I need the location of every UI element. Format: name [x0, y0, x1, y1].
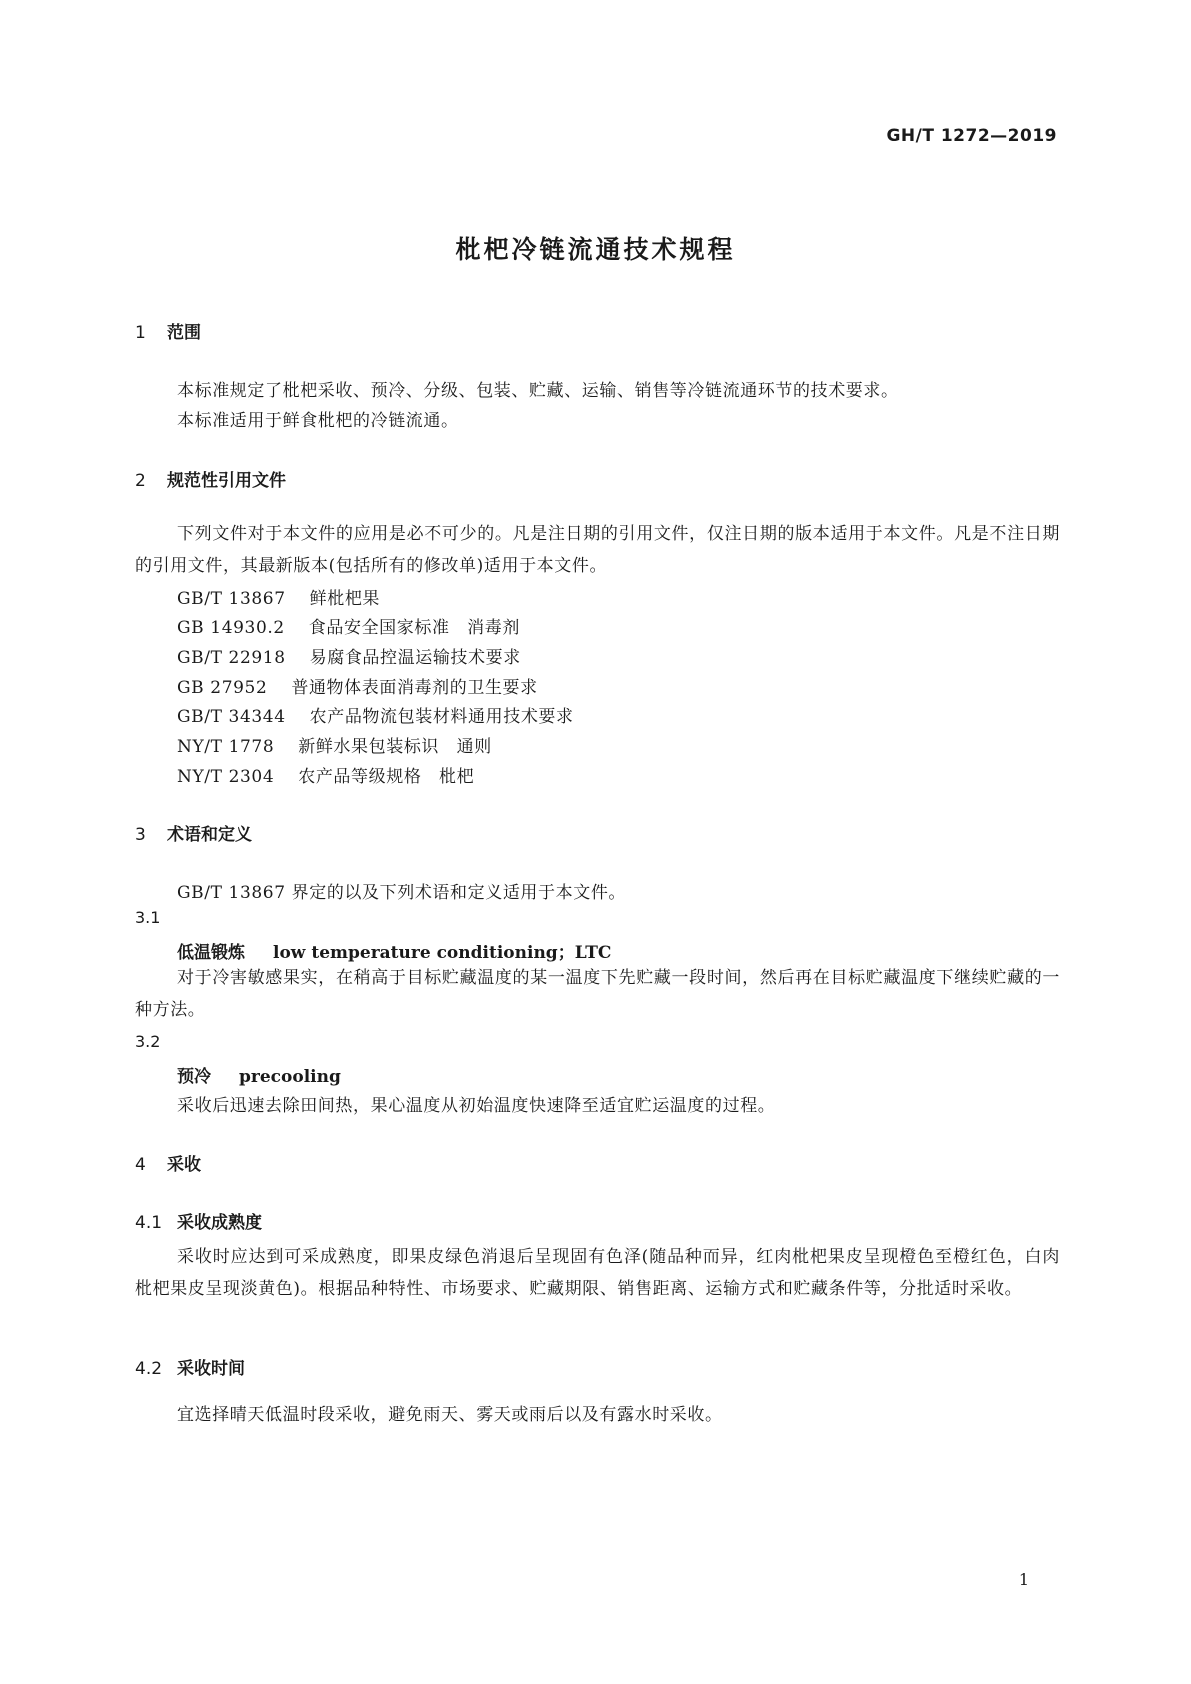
- reference-code: GB/T 22918: [177, 648, 286, 668]
- term-chinese: 低温锻炼: [177, 943, 245, 963]
- term-heading: [177, 938, 611, 963]
- reference-code: NY/T 2304: [177, 767, 275, 787]
- reference-name: 新鲜水果包装标识 通则: [298, 737, 492, 757]
- reference-item: [177, 643, 521, 668]
- term-definition: 对于冷害敏感果实，在稍高于目标贮藏温度的某一温度下先贮藏一段时间，然后再在目标贮藏温度下继续贮藏的一种方法。: [135, 968, 1060, 1020]
- term-chinese: 预冷: [177, 1067, 211, 1087]
- document-title: 枇杷冷链流通技术规程: [455, 235, 736, 264]
- section-1-heading: [135, 318, 201, 343]
- section-number: 3: [135, 825, 146, 845]
- reference-name: 鲜枇杷果: [309, 589, 381, 609]
- reference-name: 农产品等级规格 枇杷: [298, 767, 475, 787]
- section-number: 1: [135, 323, 146, 343]
- subsection-4-2-text: 宜选择晴天低温时段采收，避免雨天、雾天或雨后以及有露水时采收。: [177, 1405, 723, 1425]
- term-definition: 采收后迅速去除田间热，果心温度从初始温度快速降至适宜贮运温度的过程。: [177, 1096, 776, 1116]
- section-2-intro: 下列文件对于本文件的应用是必不可少的。凡是注日期的引用文件，仅注日期的版本适用于本文件。凡是不注日期的引用文件，其最新版本(包括所有的修改单)适用于本文件。: [135, 524, 1060, 576]
- term-number: 3.2: [135, 1032, 161, 1051]
- section-2-heading: [135, 466, 286, 491]
- subsection-4-2-heading: [135, 1354, 245, 1379]
- reference-item: [177, 613, 520, 638]
- reference-name: 普通物体表面消毒剂的卫生要求: [291, 678, 538, 698]
- reference-code: NY/T 1778: [177, 737, 275, 757]
- standard-code: GH/T 1272—2019: [886, 126, 1057, 146]
- section-title: 采收: [167, 1155, 201, 1175]
- reference-code: GB 14930.2: [177, 618, 285, 638]
- section-title: 范围: [167, 323, 201, 343]
- reference-name: 农产品物流包装材料通用技术要求: [309, 707, 574, 727]
- reference-name: 食品安全国家标准 消毒剂: [308, 618, 520, 638]
- subsection-4-1-text: 采收时应达到可采成熟度，即果皮绿色消退后呈现固有色泽(随品种而异，红肉枇杷果皮呈现橙色至橙红色，白肉枇杷果皮呈现淡黄色)。根据品种特性、市场要求、贮藏期限、销售距离、运输方式和贮藏条件等，分批适时采收。: [135, 1247, 1060, 1299]
- subsection-number: 4.2: [135, 1359, 163, 1379]
- section-number: 2: [135, 471, 146, 491]
- reference-code: GB/T 34344: [177, 707, 286, 727]
- section-3-heading: [135, 820, 252, 845]
- section-title: 规范性引用文件: [167, 471, 286, 491]
- subsection-title: 采收成熟度: [177, 1213, 262, 1233]
- section-3-intro: GB/T 13867 界定的以及下列术语和定义适用于本文件。: [177, 883, 627, 903]
- subsection-number: 4.1: [135, 1213, 163, 1233]
- term-heading: [177, 1062, 341, 1087]
- section-title: 术语和定义: [167, 825, 252, 845]
- reference-item: [177, 762, 474, 787]
- reference-code: GB 27952: [177, 678, 268, 698]
- section-1-paragraph-1: 本标准规定了枇杷采收、预冷、分级、包装、贮藏、运输、销售等冷链流通环节的技术要求。: [177, 381, 899, 401]
- term-english: low temperature conditioning；LTC: [273, 943, 612, 963]
- reference-item: [177, 702, 574, 727]
- section-4-heading: [135, 1150, 201, 1175]
- reference-item: [177, 673, 538, 698]
- subsection-title: 采收时间: [177, 1359, 245, 1379]
- reference-item: [177, 584, 380, 609]
- term-english: precooling: [239, 1067, 341, 1087]
- page-number: 1: [1018, 1570, 1029, 1589]
- reference-name: 易腐食品控温运输技术要求: [309, 648, 521, 668]
- subsection-4-1-heading: [135, 1208, 262, 1233]
- section-number: 4: [135, 1155, 146, 1175]
- reference-code: GB/T 13867: [177, 589, 286, 609]
- section-1-paragraph-2: 本标准适用于鲜食枇杷的冷链流通。: [177, 411, 459, 431]
- term-number: 3.1: [135, 908, 161, 927]
- reference-item: [177, 732, 492, 757]
